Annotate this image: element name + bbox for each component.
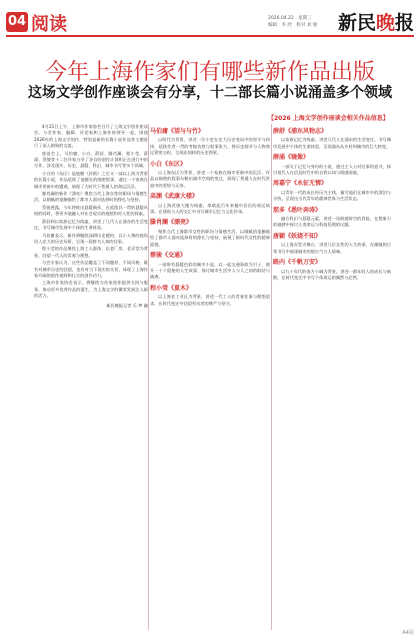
intro-paragraph: 座谈会上，马伯庸、小白、薛舒、滕肖澜、程小莹、薛涌、蔡骏等十二位作家分享了各自的创作计划和正在进行中的写作，涉及现实、历史、悬疑、科幻、城市书写等多个领域。 (34, 150, 148, 169)
page-header (0, 0, 420, 44)
article-column-3 (273, 124, 391, 282)
work-heading: 路内《千帆万安》 (273, 259, 322, 267)
work-heading: 薛涌《镜像》 (273, 154, 310, 162)
work-heading: 滕肖澜《漂亮》 (150, 219, 193, 227)
work-description: 以明代为背景，讲述一位小吏在宏大历史变局中的坚守与抉择，延续作者一贯的考据功底与叙事张力，将历史细节与人物命运紧密交织，呈现出别样的历史图景。 (150, 137, 270, 156)
work-description: 聚焦当代上海都市女性的职场与情感生活，以细腻的笔触描绘了都市人面对选择时的挣扎与坚持，展现了新时代女性的精神面貌。 (150, 228, 270, 247)
article-title: 今年上海作家们有哪些新作品出版 (44, 60, 375, 85)
newspaper-logo: 新民晚报 (337, 12, 414, 34)
work-heading: 蔡骏《交通》 (150, 252, 187, 260)
header-divider (6, 35, 414, 37)
work-description: 一部带有悬疑色彩的城市小说，以一起交通事故为引子，揭开一个个隐秘的人生故事，探讨城市生活中人与人之间的联结与疏离。 (150, 261, 270, 280)
work-heading: 小白《东区》 (150, 160, 187, 168)
column-divider (148, 124, 149, 630)
intro-paragraph: 滕肖澜的新作《漂亮》聚焦当代上海女性的职场与情感生活，以细腻的笔触描绘了都市人面对选择时的挣扎与坚持。 (34, 191, 148, 203)
work-description: 以上海老工业区为背景，讲述一代工人的青春往事与理想追求，在时代变迁中回望劳动者的尊严与坚守。 (150, 294, 270, 306)
intro-paragraph: 程小莹的作品聚焦上海工人群体，以老厂房、老弄堂为背景，回望一代人的青春与理想。 (34, 246, 148, 258)
column-divider (271, 124, 272, 630)
article-column-1 (34, 124, 148, 309)
work-description: 以家族记忆为线索，讲述几代人在浦东的生活变迁，书写城市发展中个体的生命体验，呈现浦东从乡村到城市的巨大转变。 (273, 137, 391, 149)
section-number-badge: 04 (6, 12, 28, 32)
page-number: A4版 (402, 630, 414, 636)
info-box-heading: 【2026 上海文学创作座谈会相关作品信息】 (268, 115, 389, 122)
work-heading: 周嘉宁《永征无情》 (273, 180, 328, 188)
intro-paragraph: 上海市作家协会表示，将继续为作家创作提供支持与服务，推动更多优秀作品的诞生，为上海文学的繁荣发展注入新的活力。 (34, 280, 148, 299)
newspaper-logo-accent: 晚 (375, 12, 395, 34)
article-column-2 (150, 124, 270, 308)
issue-editor: 编辑 李 欣 校对 刘 俊 (268, 23, 318, 28)
intro-paragraph: 马伯庸表示，新作将继续深耕历史题材，以小人物的视角切入宏大的历史场景，呈现一段鲜为人知的往事。 (34, 232, 148, 244)
article-subtitle: 这场文学创作座谈会有分享，十二部长篇小说涌盖多个领域 (28, 85, 392, 101)
work-description: 以上海武康大楼为线索，串联起百年来楼中居民的命运故事，在建筑与人的交汇中书写城市记忆与文化传承。 (150, 202, 270, 215)
intro-paragraph: 薛舒则以家族记忆为线索，讲述了几代人在浦东的生活变迁，书写城市发展中个体的生命体验。 (34, 218, 148, 231)
work-description: 以上海东区为背景，讲述一个家族在城市更新中的沉浮。作品以细密的叙事勾勒出城市空间的变迁，展现了普通人在时代洪流中的坚韧与无奈。 (150, 170, 270, 188)
issue-date: 2026.04.22 星期三 (268, 16, 312, 21)
issue-meta (268, 15, 317, 29)
work-description: 以青年一代的成长经历为主线，描写他们在城市中的漂泊与寻找，呈现出当代青年的精神世界与生活状态。 (273, 189, 391, 202)
work-heading: 唐颖《妖娆不知》 (273, 232, 322, 240)
work-description: 以上海弄堂为舞台，讲述几位女性的人生故事，在细腻的日常书写中展现城市的烟火气与人情味。 (273, 242, 391, 254)
intro-paragraph: 小白的《东区》是他继《封锁》之后又一部以上海为背景的长篇小说，作品延续了他擅长的细密叙事，通过一个家族在城市更新中的遭遇，展现了大时代下普通人的命运沉浮。 (34, 170, 148, 189)
work-heading: 那多《悉叶奔涛》 (273, 206, 322, 214)
work-description: 以九十年代的南方小城为背景，讲述一群年轻人的成长与离散，在时代变迁中书写个体命运的偶然与必然。 (273, 268, 391, 280)
intro-paragraph: 蔡骏透露，今年将推出悬疑新作，在延续其一贯的悬疑风格的同时，将更多地融入对社会现实的观照和对人性的探索。 (34, 204, 148, 217)
work-description: 一部关于记忆与身份的小说，通过主人公对往事的追寻，探讨现代人在信息时代中的自我认知与情感困境。 (273, 163, 391, 176)
work-heading: 马伯庸《望与与竹》 (150, 128, 205, 135)
work-heading: 高渊《武康大楼》 (150, 193, 199, 201)
work-heading: 薛舒《浦东风物志》 (273, 128, 328, 135)
byline: 新民晚报记者 乐 梦 融 (106, 302, 148, 308)
work-heading: 程小莹《夏木》 (150, 284, 193, 292)
intro-paragraph: 4月21日上午，上海市作家协会召开了上海文学创作座谈会。与会作家、编辑、评论家和上海作协领导一起，围绕2026年的上海文学创作，特别是新的长篇小说作品等主题进行了深入细致的交流。 (34, 124, 148, 149)
work-description: 融合科幻与悬疑元素，讲述一场跨越时空的冒险，在想象力的驰骋中探讨人类命运与科技伦理的议题。 (273, 216, 391, 228)
section-name: 阅读 (31, 14, 67, 35)
intro-paragraph: 与会专家认为，这些作品覆盖了不同题材、不同风格，既有对城市历史的回望，也有对当下现实的关切，体现了上海作家开阔的创作视野和扎实的创作功力。 (34, 260, 148, 278)
